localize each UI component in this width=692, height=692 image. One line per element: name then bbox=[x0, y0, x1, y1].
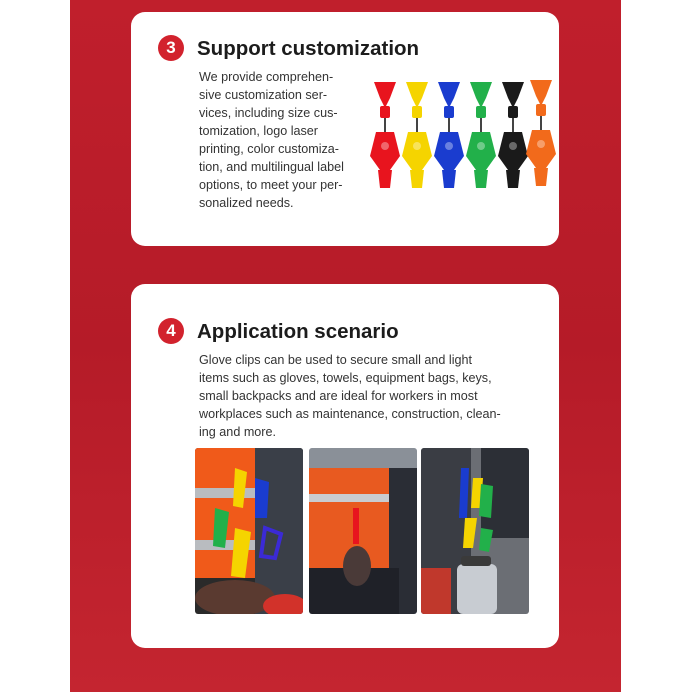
description-line: small backpacks and are ideal for workers in most bbox=[199, 389, 478, 403]
description-line: tion, and multilingual label bbox=[199, 160, 344, 174]
scenario-photo-backpack bbox=[421, 448, 529, 614]
scenario-photo-hi-vis-jacket bbox=[195, 448, 303, 614]
black-clip bbox=[498, 82, 528, 188]
section-title: Support customization bbox=[197, 37, 420, 60]
scenario-photo-kneeling-worker bbox=[309, 448, 417, 614]
orange-clip bbox=[526, 80, 556, 186]
glove-clips-product-image bbox=[366, 74, 556, 190]
red-clip bbox=[370, 82, 400, 188]
blue-clip bbox=[434, 82, 464, 188]
description-line: We provide comprehen- bbox=[199, 70, 334, 84]
description-line: workplaces such as maintenance, construction, clean- bbox=[199, 407, 501, 421]
yellow-clip bbox=[402, 82, 432, 188]
description-line: vices, including size cus- bbox=[199, 106, 338, 120]
description-line: Glove clips can be used to secure small and light bbox=[199, 353, 473, 367]
description-line: sonalized needs. bbox=[199, 196, 294, 210]
description-line: ing and more. bbox=[199, 425, 277, 439]
description-line: items such as gloves, towels, equipment bags, keys, bbox=[199, 371, 492, 385]
description-line: printing, color customiza- bbox=[199, 142, 339, 156]
section-number-badge: 4 bbox=[158, 318, 184, 344]
description-line: sive customization ser- bbox=[199, 88, 328, 102]
description-line: tomization, logo laser bbox=[199, 124, 319, 138]
section-number-badge: 3 bbox=[158, 35, 184, 61]
description-line: options, to meet your per- bbox=[199, 178, 343, 192]
section-title: Application scenario bbox=[197, 320, 399, 343]
green-clip bbox=[466, 82, 496, 188]
